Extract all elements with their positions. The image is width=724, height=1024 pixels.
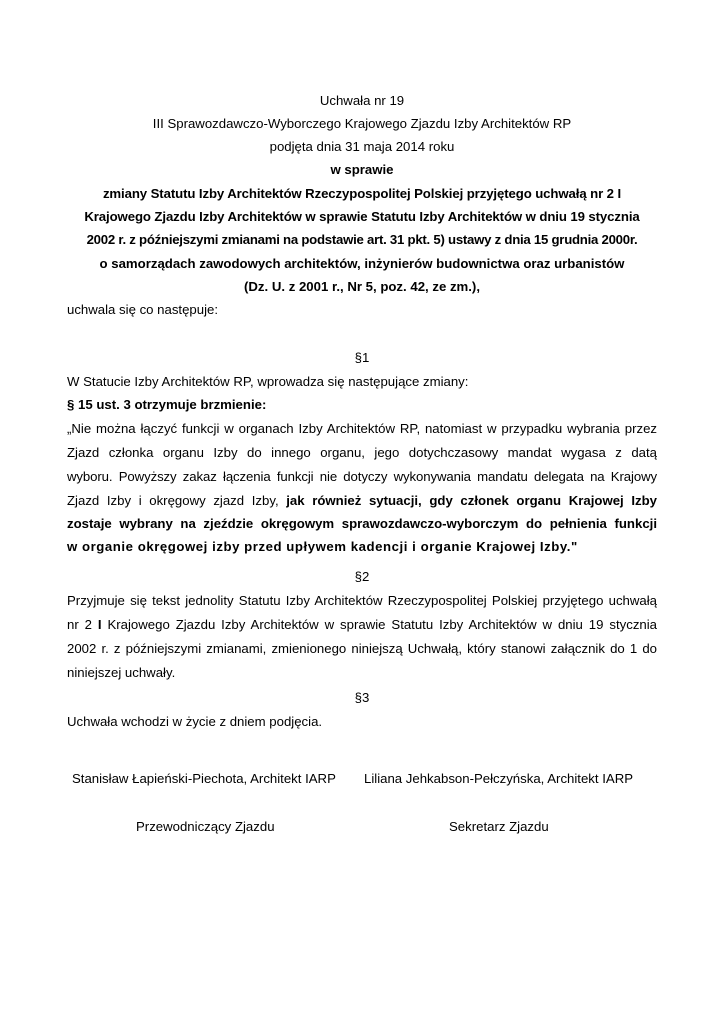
- quote-line: „Nie można łączyć funkcji w organach Izby Architektów RP, natomiast w przypadku wybrania przez: [67, 421, 657, 436]
- quote-line: wyboru. Powyższy zakaz łączenia funkcji nie dotyczy wykonywania mandatu delegata na Krajowy: [67, 469, 657, 484]
- secretary-name: Liliana Jehkabson-Pełczyńska, Architekt IARP: [364, 771, 634, 786]
- section-1-heading: § 15 ust. 3 otrzymuje brzmienie:: [67, 397, 267, 412]
- section-2-part: nr 2: [67, 617, 98, 632]
- chair-role: Przewodniczący Zjazdu: [136, 819, 275, 834]
- section-2-part: Krajowego Zjazdu Izby Architektów w sprawie Statutu Izby Architektów w dniu 19 stycznia: [101, 617, 658, 632]
- quote-normal-part: Zjazd Izby i okręgowy zjazd Izby,: [67, 493, 287, 508]
- section-2-mark: §2: [354, 569, 370, 584]
- quote-line: w organie okręgowej izby przed upływem kadencji i organie Krajowej Izby.": [67, 539, 578, 554]
- section-1-lead: W Statucie Izby Architektów RP, wprowadza się następujące zmiany:: [67, 374, 469, 389]
- title-line: Krajowego Zjazdu Izby Architektów w sprawie Statutu Izby Architektów w dniu 19 stycznia: [84, 209, 640, 224]
- title-line: 2002 r. z późniejszymi zmianami na podstawie art. 31 pkt. 5) ustawy z dnia 15 grudnia 2000r.: [86, 232, 638, 247]
- title-line: o samorządach zawodowych architektów, inżynierów budownictwa oraz urbanistów: [99, 256, 625, 271]
- adoption-date: podjęta dnia 31 maja 2014 roku: [269, 139, 455, 154]
- quote-line: zostaje wybrany na zjeździe okręgowym sprawozdawczo-wyborczym do pełnienia funkcji: [67, 516, 657, 531]
- section-3-mark: §3: [354, 690, 370, 705]
- title-line: (Dz. U. z 2001 r., Nr 5, poz. 42, ze zm.),: [244, 279, 480, 294]
- quote-bold-part: jak również sytuacji, gdy członek organu Krajowej Izby: [286, 493, 657, 508]
- section-2-line: niniejszej uchwały.: [67, 665, 176, 680]
- quote-line: Zjazd członka organu Izby do innego organu, jego dotychczasowy mandat wygasa z datą: [67, 445, 657, 460]
- resolution-number: Uchwała nr 19: [319, 93, 405, 108]
- secretary-role: Sekretarz Zjazdu: [449, 819, 549, 834]
- quote-line: [67, 493, 657, 509]
- congress-name: III Sprawozdawczo-Wyborczego Krajowego Zjazdu Izby Architektów RP: [152, 116, 572, 131]
- subject-label: w sprawie: [330, 162, 394, 177]
- intro-text: uchwala się co następuje:: [67, 302, 219, 317]
- section-2-part-bold: I: [97, 617, 102, 632]
- section-3-text: Uchwała wchodzi w życie z dniem podjęcia.: [67, 714, 323, 729]
- section-2-line: [67, 617, 657, 633]
- section-1-mark: §1: [354, 350, 370, 365]
- section-2-line: 2002 r. z późniejszymi zmianami, zmienionego niniejszą Uchwałą, który stanowi załącznik do 1 do: [67, 641, 657, 656]
- section-2-line: Przyjmuje się tekst jednolity Statutu Izby Architektów Rzeczypospolitej Polskiej przyjętego uchwałą: [67, 593, 657, 608]
- chair-name: Stanisław Łapieński-Piechota, Architekt IARP: [72, 771, 336, 786]
- title-line: zmiany Statutu Izby Architektów Rzeczypospolitej Polskiej przyjętego uchwałą nr 2 I: [102, 186, 622, 201]
